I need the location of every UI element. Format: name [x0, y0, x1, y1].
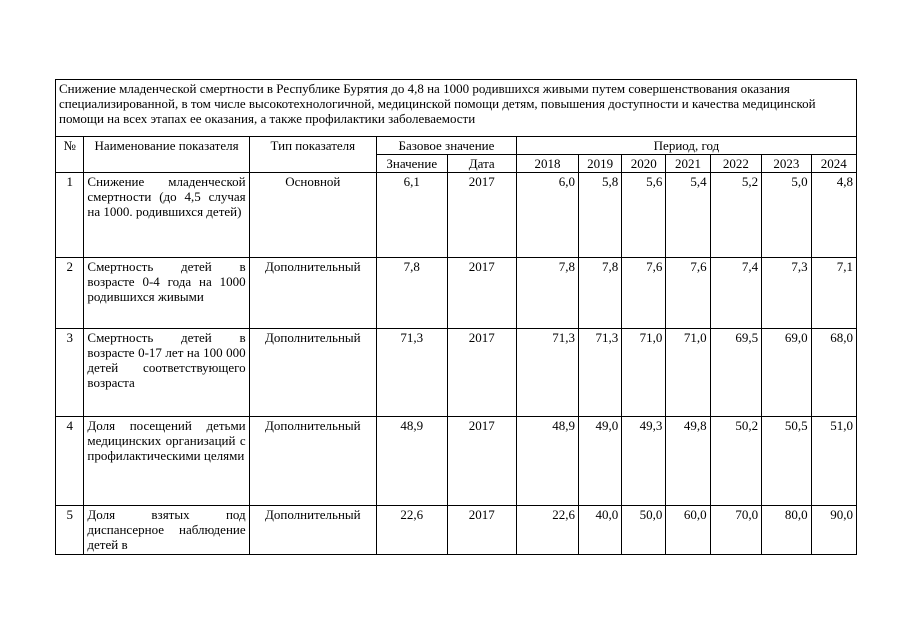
- row-year-value: 7,6: [622, 258, 666, 329]
- row-year-value: 7,8: [579, 258, 622, 329]
- row-year-value: 7,8: [516, 258, 578, 329]
- row-type: Дополнительный: [249, 258, 376, 329]
- row-base-date: 2017: [447, 173, 516, 258]
- row-year-value: 60,0: [666, 506, 710, 555]
- row-year-value: 7,1: [811, 258, 856, 329]
- row-year-value: 49,3: [622, 417, 666, 506]
- header-name: Наименование показателя: [84, 137, 249, 173]
- header-year: 2023: [762, 155, 811, 173]
- table-title: Снижение младенческой смертности в Республике Бурятия до 4,8 на 1000 родившихся живыми путем совершенствования оказания специализированной, в том числе высокотехнологичной, медицинской помощи детям, повышения доступности и качества медицинской помощи на всех этапах ее оказания, а также профилактики заболеваемости: [56, 80, 857, 137]
- header-period: Период, год: [516, 137, 856, 155]
- row-year-value: 49,0: [579, 417, 622, 506]
- row-year-value: 80,0: [762, 506, 811, 555]
- table-row: [56, 173, 857, 258]
- row-num: 5: [56, 506, 84, 555]
- row-name: Доля посещений детьми медицинских организаций с профилактическими целями: [84, 417, 249, 506]
- row-num: 1: [56, 173, 84, 258]
- row-year-value: 50,2: [710, 417, 762, 506]
- row-num: 4: [56, 417, 84, 506]
- header-year: 2019: [579, 155, 622, 173]
- row-type: Дополнительный: [249, 417, 376, 506]
- row-year-value: 6,0: [516, 173, 578, 258]
- row-num: 3: [56, 329, 84, 417]
- row-base-date: 2017: [447, 417, 516, 506]
- row-year-value: 69,5: [710, 329, 762, 417]
- header-value: Значение: [376, 155, 447, 173]
- row-year-value: 71,0: [622, 329, 666, 417]
- row-year-value: 40,0: [579, 506, 622, 555]
- table-row: [56, 417, 857, 506]
- row-year-value: 69,0: [762, 329, 811, 417]
- row-base-value: 48,9: [376, 417, 447, 506]
- row-type: Дополнительный: [249, 506, 376, 555]
- row-year-value: 7,6: [666, 258, 710, 329]
- row-year-value: 7,3: [762, 258, 811, 329]
- row-year-value: 5,8: [579, 173, 622, 258]
- header-year: 2022: [710, 155, 762, 173]
- row-type: Дополнительный: [249, 329, 376, 417]
- row-base-date: 2017: [447, 329, 516, 417]
- row-base-value: 7,8: [376, 258, 447, 329]
- indicators-table: [55, 79, 857, 555]
- row-year-value: 90,0: [811, 506, 856, 555]
- row-base-date: 2017: [447, 506, 516, 555]
- row-base-value: 6,1: [376, 173, 447, 258]
- row-year-value: 50,0: [622, 506, 666, 555]
- row-name: Снижение младенческой смертности (до 4,5 случая на 1000. родившихся детей): [84, 173, 249, 258]
- header-type: Тип показателя: [249, 137, 376, 173]
- header-num: №: [56, 137, 84, 173]
- row-year-value: 5,4: [666, 173, 710, 258]
- row-year-value: 22,6: [516, 506, 578, 555]
- row-year-value: 51,0: [811, 417, 856, 506]
- row-year-value: 71,0: [666, 329, 710, 417]
- row-name: Смертность детей в возрасте 0-4 года на 1000 родившихся живыми: [84, 258, 249, 329]
- row-name: Смертность детей в возрасте 0-17 лет на 100 000 детей соответствующего возраста: [84, 329, 249, 417]
- title-row: [56, 80, 857, 137]
- header-row-1: [56, 137, 857, 155]
- header-year: 2021: [666, 155, 710, 173]
- row-year-value: 5,6: [622, 173, 666, 258]
- row-year-value: 5,2: [710, 173, 762, 258]
- row-year-value: 71,3: [579, 329, 622, 417]
- header-year: 2024: [811, 155, 856, 173]
- row-base-value: 22,6: [376, 506, 447, 555]
- header-year: 2018: [516, 155, 578, 173]
- row-year-value: 71,3: [516, 329, 578, 417]
- row-year-value: 48,9: [516, 417, 578, 506]
- row-type: Основной: [249, 173, 376, 258]
- row-year-value: 50,5: [762, 417, 811, 506]
- row-year-value: 7,4: [710, 258, 762, 329]
- row-num: 2: [56, 258, 84, 329]
- table-row: [56, 258, 857, 329]
- header-date: Дата: [447, 155, 516, 173]
- header-base: Базовое значение: [376, 137, 516, 155]
- row-year-value: 4,8: [811, 173, 856, 258]
- row-name: Доля взятых под диспансерное наблюдение детей в: [84, 506, 249, 555]
- row-year-value: 70,0: [710, 506, 762, 555]
- row-year-value: 49,8: [666, 417, 710, 506]
- row-base-date: 2017: [447, 258, 516, 329]
- row-year-value: 68,0: [811, 329, 856, 417]
- row-base-value: 71,3: [376, 329, 447, 417]
- table-row: [56, 329, 857, 417]
- header-year: 2020: [622, 155, 666, 173]
- table-row: [56, 506, 857, 555]
- row-year-value: 5,0: [762, 173, 811, 258]
